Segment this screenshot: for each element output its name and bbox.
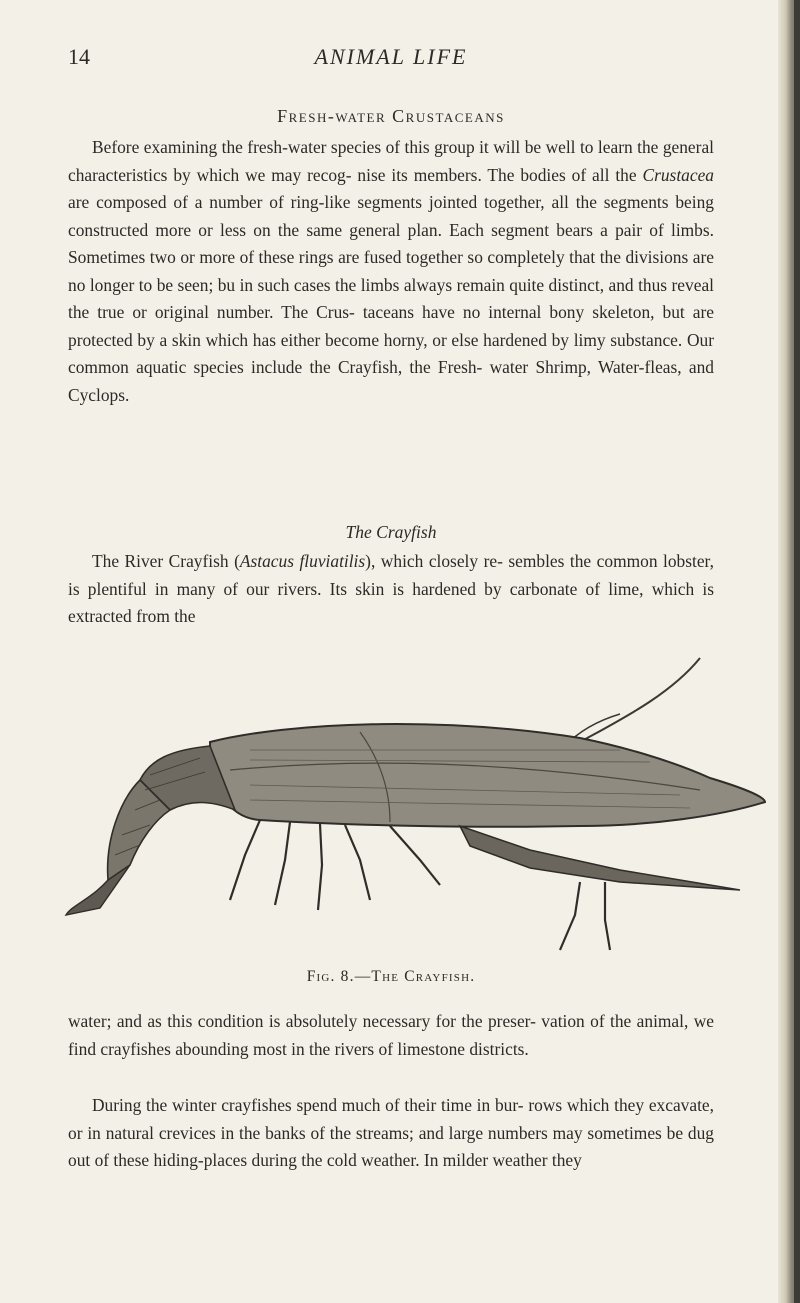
- paragraph2-text-a: The River Crayfish (: [92, 551, 240, 571]
- paragraph1-italic: Crustacea: [642, 164, 714, 185]
- paragraph1-text-b: are composed of a number of ring-like segments jointed together, all the segments being constructed more or less on the same general plan. Each segment bears a pair of limbs. Sometimes two or more of these rings are fused together so completely that the divisions are no longer to be seen; bu in such cases the limbs always remain quite distinct, and thus reveal the true or original number. The Crus- taceans have no internal bony skeleton, but are protected by a skin which has either become horny, or else hardened by limy substance. Our common aquatic species include the Crayfish, the Fresh- water Shrimp, Water-fleas, and Cyclops.: [68, 192, 714, 405]
- paragraph2-text-b: ), which closely re- sembles the common lobster, is plentiful in many of our rivers. Its skin is hardened by carbonate of lime, which is extracted from the: [68, 551, 714, 626]
- section-title: Fresh-water Crustaceans: [277, 106, 505, 126]
- running-title: ANIMAL LIFE: [314, 44, 468, 69]
- page-header: [68, 44, 714, 74]
- page-number: 14: [68, 44, 90, 69]
- page-edge-dark: [794, 0, 800, 1303]
- paragraph2-italic: Astacus fluviatilis: [239, 551, 366, 571]
- paragraph-river-crayfish: [68, 548, 714, 631]
- figure-caption: Fig. 8.—The Crayfish.: [306, 968, 476, 985]
- crayfish-illustration: [60, 650, 780, 960]
- crayfish-drawing: [60, 650, 780, 960]
- subheading-crayfish: The Crayfish: [345, 522, 437, 542]
- paragraph-winter: [68, 1092, 714, 1175]
- paragraph3-text: water; and as this condition is absolutely necessary for the preser- vation of the animal, we find crayfishes abounding most in the rivers of limestone districts.: [68, 1011, 714, 1059]
- paragraph1-text-a: Before examining the fresh-water species of this group it will be well to learn the general characteristics by which we may recog- nise its members. The bodies of all the: [68, 137, 714, 185]
- paragraph-limestone: [68, 1008, 714, 1063]
- paragraph4-text: During the winter crayfishes spend much of their time in bur- rows which they excavate, or in natural crevices in the banks of the streams; and large numbers may sometimes be dug out of these hiding-places during the cold weather. In milder weather they: [68, 1095, 714, 1170]
- paragraph-crustacea: [68, 134, 714, 409]
